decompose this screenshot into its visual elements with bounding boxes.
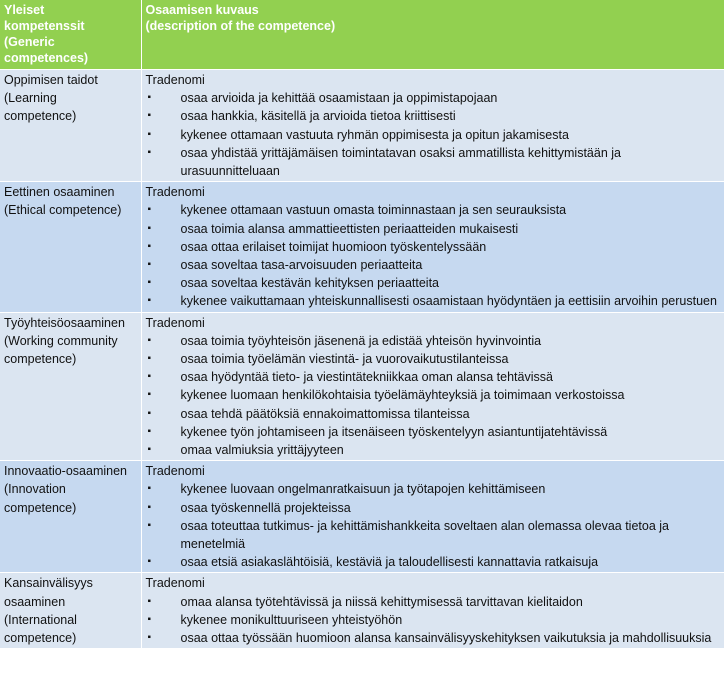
competence-list <box>146 593 721 648</box>
competence-name-cell <box>0 573 141 648</box>
list-item <box>146 368 721 386</box>
list-item-text: kykenee monikulttuuriseen yhteistyöhön <box>180 612 403 627</box>
list-item <box>146 256 721 274</box>
list-item <box>146 441 721 459</box>
competence-list <box>146 201 721 310</box>
list-item <box>146 126 721 144</box>
list-item-text: osaa hyödyntää tieto- ja viestintätekniikkaa oman alansa tehtävissä <box>180 370 553 385</box>
competence-name-line: competence) <box>4 109 77 124</box>
list-item-text: kykenee työn johtamiseen ja itsenäiseen työskentelyyn asiantuntijatehtävissä <box>180 424 608 439</box>
bullet-icon: ▪ <box>147 110 152 122</box>
list-item-text: osaa arvioida ja kehittää osaamistaan ja oppimistapojaan <box>180 91 498 106</box>
bullet-icon: ▪ <box>147 334 152 346</box>
competence-name-line: Kansainvälisyys <box>4 576 93 591</box>
competence-name-line: Eettinen osaaminen <box>4 185 115 200</box>
bullet-icon: ▪ <box>147 277 152 289</box>
table-row <box>0 461 724 573</box>
list-item-text: osaa tehdä päätöksiä ennakoimattomissa tilanteissa <box>180 406 470 421</box>
list-item <box>146 292 721 310</box>
bullet-icon: ▪ <box>147 425 152 437</box>
header-line: (description of the competence) <box>145 19 336 33</box>
list-item-text: osaa yhdistää yrittäjämäisen toimintatavan osaksi ammatillista kehittymistään ja urasuunnitteluaan <box>180 145 621 179</box>
competence-description-cell <box>141 461 724 573</box>
bullet-icon: ▪ <box>147 444 152 456</box>
list-item <box>146 386 721 404</box>
competence-name-line: competence) <box>4 631 77 646</box>
header-line: (Generic <box>4 35 55 49</box>
competence-name-line: (Learning <box>4 91 57 106</box>
table-row <box>0 573 724 648</box>
list-item <box>146 553 721 571</box>
list-item <box>146 480 721 498</box>
list-item-text: kykenee vaikuttamaan yhteiskunnallisesti osaamistaan hyödyntäen ja eettisiin arvoihin perustuen <box>180 294 717 309</box>
list-item <box>146 274 721 292</box>
competence-name-line: (Innovation <box>4 482 66 497</box>
table-row <box>0 312 724 461</box>
list-item-text: osaa soveltaa kestävän kehityksen periaatteita <box>180 276 439 291</box>
bullet-icon: ▪ <box>147 483 152 495</box>
list-item-text: kykenee ottamaan vastuuta ryhmän oppimisesta ja opitun jakamisesta <box>180 127 569 142</box>
competence-name-cell <box>0 182 141 312</box>
competence-list <box>146 332 721 459</box>
list-item-text: omaa valmiuksia yrittäjyyteen <box>180 443 344 458</box>
list-item-text: osaa toimia työyhteisön jäsenenä ja edistää yhteisön hyvinvointia <box>180 333 542 348</box>
header-row <box>0 0 724 70</box>
bullet-icon: ▪ <box>147 407 152 419</box>
competence-name-line: (International <box>4 612 77 627</box>
competence-name-line: competence) <box>4 352 77 367</box>
competence-name-line: osaaminen <box>4 594 66 609</box>
bullet-icon: ▪ <box>147 556 152 568</box>
competence-name-cell <box>0 461 141 573</box>
bullet-icon: ▪ <box>147 146 152 158</box>
list-item-text: osaa ottaa työssään huomioon alansa kansainvälisyyskehityksen vaikutuksia ja mahdollisuuksia <box>180 631 712 646</box>
competence-list <box>146 89 721 180</box>
bullet-icon: ▪ <box>147 389 152 401</box>
list-item-text: osaa toimia työelämän viestintä- ja vuorovaikutustilanteissa <box>180 352 509 367</box>
bullet-icon: ▪ <box>147 595 152 607</box>
bullet-icon: ▪ <box>147 632 152 644</box>
list-item <box>146 593 721 611</box>
list-item-text: omaa alansa työtehtävissä ja niissä kehittymisessä tarvittavan kielitaidon <box>180 594 583 609</box>
bullet-icon: ▪ <box>147 92 152 104</box>
bullet-icon: ▪ <box>147 613 152 625</box>
header-line: kompetenssit <box>4 19 85 33</box>
degree-label: Tradenomi <box>145 464 205 479</box>
header-description <box>141 0 724 70</box>
list-item-text: osaa hankkia, käsitellä ja arvioida tietoa kriittisesti <box>180 109 456 124</box>
list-item-text: kykenee luovaan ongelmanratkaisuun ja työtapojen kehittämiseen <box>180 482 546 497</box>
competence-name-cell <box>0 70 141 182</box>
degree-label: Tradenomi <box>145 73 205 87</box>
list-item <box>146 201 721 219</box>
list-item <box>146 499 721 517</box>
header-line: Osaamisen kuvaus <box>145 3 259 17</box>
list-item <box>146 144 721 180</box>
bullet-icon: ▪ <box>147 501 152 513</box>
bullet-icon: ▪ <box>147 222 152 234</box>
header-generic-competences <box>0 0 141 70</box>
list-item-text: kykenee ottamaan vastuun omasta toiminnastaan ja sen seurauksista <box>180 203 567 218</box>
bullet-icon: ▪ <box>147 204 152 216</box>
list-item-text: osaa etsiä asiakaslähtöisiä, kestäviä ja taloudellisesti kannattavia ratkaisuja <box>180 555 599 570</box>
competence-name-line: Oppimisen taidot <box>4 73 98 87</box>
competence-description-cell <box>141 312 724 461</box>
list-item <box>146 405 721 423</box>
list-item-text: kykenee luomaan henkilökohtaisia työelämäyhteyksiä ja toimimaan verkostoissa <box>180 388 625 403</box>
list-item <box>146 611 721 629</box>
table-row <box>0 182 724 312</box>
list-item-text: osaa työskennellä projekteissa <box>180 500 351 515</box>
bullet-icon: ▪ <box>147 259 152 271</box>
list-item-text: osaa toimia alansa ammattieettisten periaatteiden mukaisesti <box>180 221 519 236</box>
list-item <box>146 517 721 553</box>
list-item <box>146 350 721 368</box>
competence-name-line: (Ethical competence) <box>4 203 122 218</box>
competence-description-cell <box>141 70 724 182</box>
table-body <box>0 70 724 649</box>
list-item <box>146 629 721 647</box>
list-item <box>146 238 721 256</box>
competence-description-cell <box>141 182 724 312</box>
bullet-icon: ▪ <box>147 519 152 531</box>
list-item <box>146 423 721 441</box>
bullet-icon: ▪ <box>147 371 152 383</box>
list-item-text: osaa soveltaa tasa-arvoisuuden periaatteita <box>180 258 423 273</box>
list-item <box>146 107 721 125</box>
competence-description-cell <box>141 573 724 648</box>
bullet-icon: ▪ <box>147 240 152 252</box>
degree-label: Tradenomi <box>145 576 205 591</box>
bullet-icon: ▪ <box>147 295 152 307</box>
list-item-text: osaa toteuttaa tutkimus- ja kehittämishankkeita soveltaen alan olemassa olevaa tietoa ja menetelmiä <box>180 518 669 552</box>
degree-label: Tradenomi <box>145 315 205 330</box>
competence-list <box>146 480 721 571</box>
header-line: Yleiset <box>4 3 45 17</box>
list-item-text: osaa ottaa erilaiset toimijat huomioon työskentelyssään <box>180 239 487 254</box>
competence-name-line: Innovaatio-osaaminen <box>4 464 127 479</box>
degree-label: Tradenomi <box>145 185 205 200</box>
competence-name-cell <box>0 312 141 461</box>
table-row <box>0 70 724 182</box>
competence-name-line: (Working community <box>4 333 118 348</box>
list-item <box>146 89 721 107</box>
list-item <box>146 332 721 350</box>
competence-name-line: Työyhteisöosaaminen <box>4 315 125 330</box>
competence-name-line: competence) <box>4 500 77 515</box>
bullet-icon: ▪ <box>147 128 152 140</box>
list-item <box>146 220 721 238</box>
header-line: competences) <box>4 51 89 65</box>
bullet-icon: ▪ <box>147 353 152 365</box>
